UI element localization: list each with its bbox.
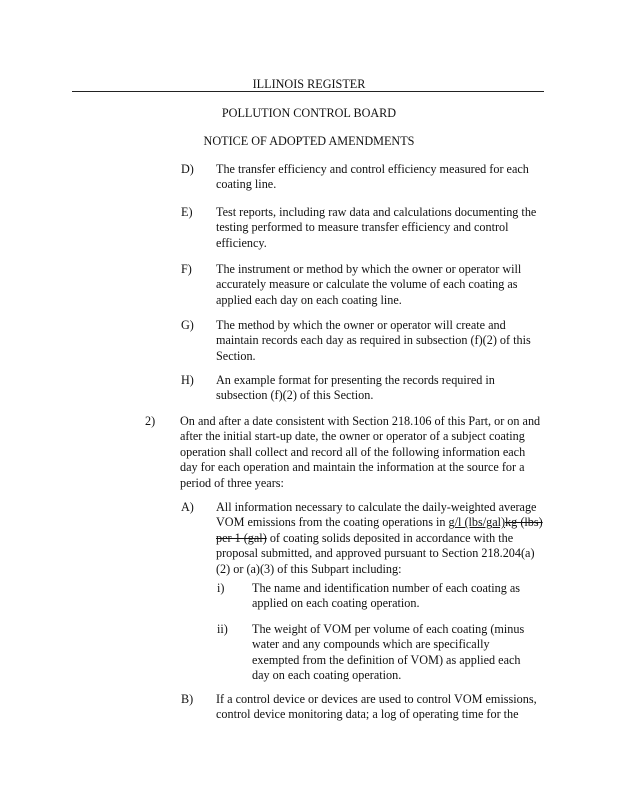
item-text: An example format for presenting the records required in subsection (f)(2) of this Section. [216, 373, 495, 403]
item-text-after: of coating solids deposited in accordance with the proposal submitted, and approved pursuant to Section 218.204(a)(2) or (a)(3) of this Subpart including: [216, 530, 535, 576]
deleted-text: kg (lbs) per 1 (gal) [216, 515, 543, 545]
item-text: Test reports, including raw data and calculations documenting the testing performed to measure transfer efficiency and control efficiency. [216, 205, 537, 250]
agency-title: POLLUTION CONTROL BOARD [221, 106, 397, 120]
item-label: H) [181, 373, 194, 387]
item-text: If a control device or devices are used to control VOM emissions, control device monitoring data; a log of operating time for the [216, 692, 537, 722]
item-text [216, 500, 546, 577]
item-text-before: All information necessary to calculate the daily-weighted average VOM emissions from the coating operations in [216, 500, 537, 530]
item-text: The transfer efficiency and control efficiency measured for each coating line. [216, 162, 529, 192]
notice-title: NOTICE OF ADOPTED AMENDMENTS [203, 134, 415, 148]
item-label: F) [181, 262, 192, 276]
item-label: ii) [217, 622, 228, 636]
item-label: E) [181, 205, 193, 219]
item-text: The name and identification number of each coating as applied on each coating operation. [252, 581, 521, 611]
item-label: D) [181, 162, 194, 176]
item-text: The instrument or method by which the owner or operator will accurately measure or calculate the volume of each coating as applied each day on each coating line. [216, 262, 522, 307]
item-label: B) [181, 692, 194, 706]
item-text: The weight of VOM per volume of each coating (minus water and any compounds which are specifically exempted from the definition of VOM) as applied each day on each coating operation. [252, 622, 525, 683]
register-title: ILLINOIS REGISTER [252, 77, 366, 91]
header-rule [72, 91, 544, 92]
item-label: 2) [145, 414, 156, 428]
item-text: On and after a date consistent with Section 218.106 of this Part, or on and after the initial start-up date, the owner or operator of a subject coating operation shall collect and record all of the following information each day for each operation and maintain the information at the source for a period of three years: [180, 414, 541, 490]
item-label: i) [217, 581, 225, 595]
item-text: The method by which the owner or operator will create and maintain records each day as required in subsection (f)(2) of this Section. [216, 318, 531, 363]
item-label: G) [181, 318, 194, 332]
inserted-text: g/l (lbs/gal) [448, 515, 506, 530]
item-label: A) [181, 500, 194, 514]
